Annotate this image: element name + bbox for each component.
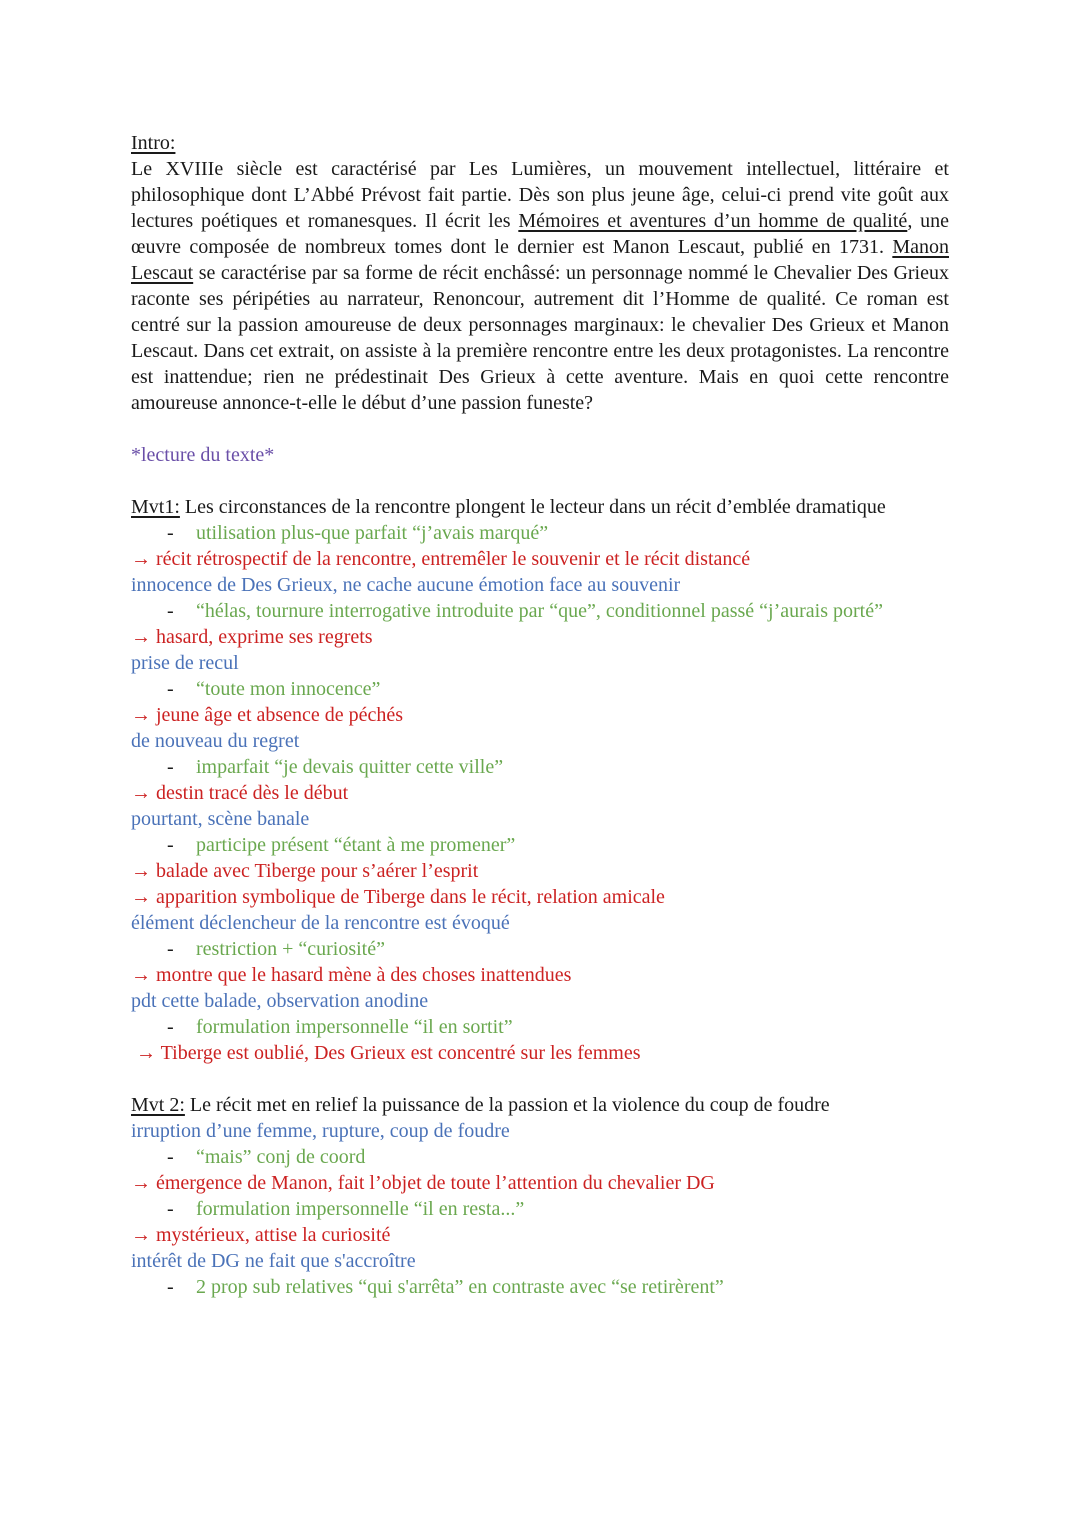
reading-note: *lecture du texte* bbox=[131, 444, 275, 466]
mvt2-bullet-item bbox=[131, 1196, 949, 1222]
mvt1-arrow-conclusion: → hasard, exprime ses regrets bbox=[131, 626, 373, 648]
mvt2-arrow-conclusion: → mystérieux, attise la curiosité bbox=[131, 1224, 391, 1246]
mvt2-bullet-item bbox=[131, 1274, 949, 1300]
bullet-text: formulation impersonnelle “il en resta...” bbox=[196, 1198, 525, 1220]
bullet-text: “mais” conj de coord bbox=[196, 1146, 366, 1168]
intro-paragraph: Le XVIIIe siècle est caractérisé par Les Lumières, un mouvement intellectuel, littéraire et philosophique dont L’Abbé Prévost fait partie. Dès son plus jeune âge, celui-ci prend vite goût aux lectures poétiques et romanesques. Il écrit les Mémoires et aventures d’un homme de qualité, une œuvre composée de nombreux tomes dont le dernier est Manon Lescaut, publié en 1731. Manon Lescaut se caractérise par sa forme de récit enchâssé: un personnage nommé le Chevalier Des Grieux raconte ses péripéties au narrateur, Renoncour, autrement dit l’Homme de qualité. Ce roman est centré sur la passion amoureuse de deux personnages marginaux: le chevalier Des Grieux et Manon Lescaut. Dans cet extrait, on assiste à la première rencontre entre les deux protagonistes. La rencontre est inattendue; rien ne prédestinait Des Grieux à cette aventure. Mais en quoi cette rencontre amoureuse annonce-t-elle le début d’une passion funeste? bbox=[131, 158, 949, 414]
mvt2-point: intérêt de DG ne fait que s'accroître bbox=[131, 1250, 416, 1272]
bullet-dash: - bbox=[167, 522, 174, 544]
mvt2-heading: Mvt 2: Le récit met en relief la puissance de la passion et la violence du coup de foudre bbox=[131, 1094, 830, 1116]
mvt1-point: pourtant, scène banale bbox=[131, 808, 310, 830]
bullet-dash: - bbox=[167, 938, 174, 960]
mvt2-point: irruption d’une femme, rupture, coup de foudre bbox=[131, 1120, 510, 1142]
bullet-text: 2 prop sub relatives “qui s'arrêta” en contraste avec “se retirèrent” bbox=[196, 1276, 724, 1298]
intro-heading: Intro: bbox=[131, 132, 176, 154]
mvt1-arrow-conclusion: → montre que le hasard mène à des choses inattendues bbox=[131, 964, 572, 986]
mvt1-notes bbox=[131, 520, 949, 1066]
bullet-text: “toute mon innocence” bbox=[196, 678, 381, 700]
mvt1-arrow-conclusion: → jeune âge et absence de péchés bbox=[131, 704, 404, 726]
mvt1-bullet-item bbox=[131, 832, 949, 858]
mvt1-arrow-conclusion: → destin tracé dès le début bbox=[131, 782, 349, 804]
mvt1-point: élément déclencheur de la rencontre est évoqué bbox=[131, 912, 510, 934]
bullet-dash: - bbox=[167, 1276, 174, 1298]
bullet-dash: - bbox=[167, 1016, 174, 1038]
bullet-dash: - bbox=[167, 1146, 174, 1168]
document-page bbox=[131, 130, 949, 1300]
mvt1-arrow-conclusion: → Tiberge est oublié, Des Grieux est concentré sur les femmes bbox=[136, 1042, 641, 1064]
mvt1-arrow-conclusion: → apparition symbolique de Tiberge dans le récit, relation amicale bbox=[131, 886, 665, 908]
bullet-text: formulation impersonnelle “il en sortit” bbox=[196, 1016, 513, 1038]
bullet-dash: - bbox=[167, 834, 174, 856]
mvt2-notes bbox=[131, 1118, 949, 1300]
bullet-text: utilisation plus-que parfait “j’avais marqué” bbox=[196, 522, 549, 544]
work-title: Mémoires et aventures d’un homme de qualité bbox=[518, 210, 908, 232]
mvt1-bullet-item bbox=[131, 1014, 949, 1040]
mvt1-bullet-item bbox=[131, 936, 949, 962]
mvt1-point: pdt cette balade, observation anodine bbox=[131, 990, 429, 1012]
mvt1-bullet-item bbox=[131, 754, 949, 780]
mvt1-bullet-item bbox=[131, 598, 949, 624]
mvt1-heading: Mvt1: Les circonstances de la rencontre plongent le lecteur dans un récit d’emblée dramatique bbox=[131, 496, 886, 518]
mvt1-bullet-item bbox=[131, 676, 949, 702]
bullet-text: participe présent “étant à me promener” bbox=[196, 834, 516, 856]
bullet-dash: - bbox=[167, 600, 174, 622]
bullet-dash: - bbox=[167, 1198, 174, 1220]
bullet-text: restriction + “curiosité” bbox=[196, 938, 385, 960]
bullet-dash: - bbox=[167, 678, 174, 700]
bullet-text: imparfait “je devais quitter cette ville” bbox=[196, 756, 504, 778]
mvt1-point: innocence de Des Grieux, ne cache aucune émotion face au souvenir bbox=[131, 574, 681, 596]
mvt1-arrow-conclusion: → balade avec Tiberge pour s’aérer l’esprit bbox=[131, 860, 479, 882]
mvt1-arrow-conclusion: → récit rétrospectif de la rencontre, entremêler le souvenir et le récit distancé bbox=[131, 548, 751, 570]
mvt2-bullet-item bbox=[131, 1144, 949, 1170]
mvt1-bullet-item bbox=[131, 520, 949, 546]
mvt1-point: prise de recul bbox=[131, 652, 239, 674]
bullet-text: “hélas, tournure interrogative introduite par “que”, conditionnel passé “j’aurais porté” bbox=[196, 600, 883, 622]
novel-title: Manon Lescaut bbox=[131, 236, 949, 284]
mvt2-arrow-conclusion: → émergence de Manon, fait l’objet de toute l’attention du chevalier DG bbox=[131, 1172, 715, 1194]
bullet-dash: - bbox=[167, 756, 174, 778]
mvt1-point: de nouveau du regret bbox=[131, 730, 300, 752]
